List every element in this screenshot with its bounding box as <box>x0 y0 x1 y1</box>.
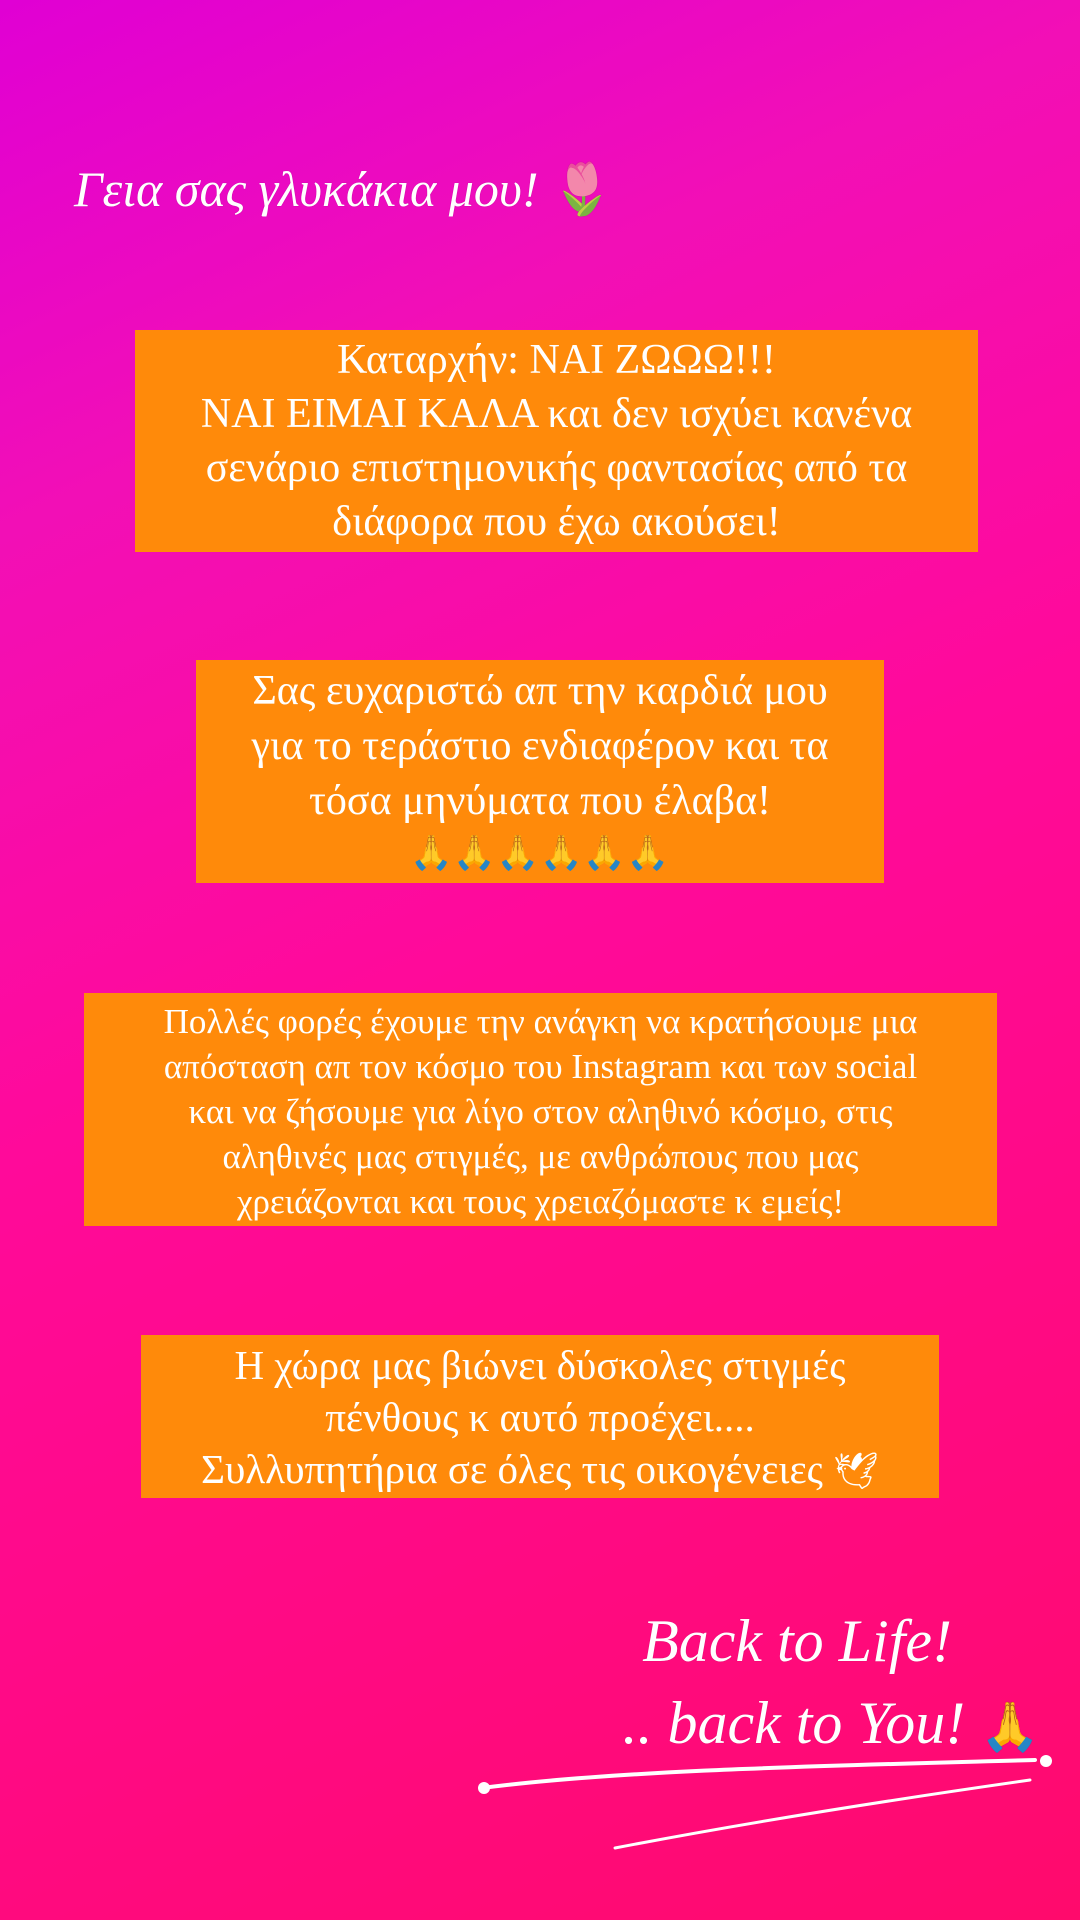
message-line: χρειάζονται και τους χρειαζόμαστε κ εμείς! <box>236 1182 844 1221</box>
message-line: πένθους κ αυτό προέχει.... <box>325 1394 755 1440</box>
underline-dot-left <box>478 1782 490 1794</box>
tulip-icon: 🌷 <box>551 160 614 218</box>
message-line: απόσταση απ τον κόσμο του Instagram και των social <box>163 1047 918 1086</box>
message-box-2 <box>196 660 884 883</box>
message-line: ΝΑΙ ΕΙΜΑΙ ΚΑΛΑ και δεν ισχύει κανένα <box>200 391 913 437</box>
message-line: Πολλές φορές έχουμε την ανάγκη να κρατήσουμε μια <box>163 1002 918 1041</box>
message-box-4 <box>141 1335 939 1498</box>
message-line: διάφορα που έχω ακούσει! <box>332 499 781 545</box>
message-line-with-icon <box>141 1443 939 1498</box>
dove-icon: 🕊 <box>833 1451 879 1492</box>
message-box-1 <box>135 330 978 552</box>
underline-stroke-lower <box>615 1780 1030 1848</box>
message-line: Καταρχήν: ΝΑΙ ΖΩΩΩ!!! <box>337 337 776 383</box>
praying-hands-icon: 🙏🙏🙏🙏🙏🙏 <box>409 833 670 873</box>
message-line: σενάριο επιστημονικής φαντασίας από τα <box>205 445 908 491</box>
greeting-label: Γεια σας γλυκάκια μου! <box>74 161 539 217</box>
message-line: και να ζήσουμε για λίγο στον αληθινό κόσμο, στις <box>188 1092 893 1131</box>
message-line: Συλλυπητήρια σε όλες τις οικογένειες <box>201 1446 823 1492</box>
message-line: για το τεράστιο ενδιαφέρον και τα <box>251 723 829 769</box>
message-line: Σας ευχαριστώ απ την καρδιά μου <box>252 668 828 714</box>
underline-dot-right <box>1040 1755 1052 1767</box>
message-line: τόσα μηνύματα που έλαβα! <box>308 778 772 824</box>
handdrawn-underline-icon <box>470 1730 1060 1860</box>
praying-hands-icon: 🙏 <box>980 1699 1040 1755</box>
message-box-3 <box>84 993 997 1226</box>
underline-stroke-upper <box>482 1760 1035 1788</box>
message-line: αληθινές μας στιγμές, με ανθρώπους που μας <box>222 1137 859 1176</box>
signoff-line-1: Back to Life! <box>642 1608 952 1674</box>
signoff-line-2-label: .. back to You! <box>622 1690 966 1756</box>
greeting-text <box>74 160 613 219</box>
message-line: Η χώρα μας βιώνει δύσκολες στιγμές <box>234 1342 846 1388</box>
